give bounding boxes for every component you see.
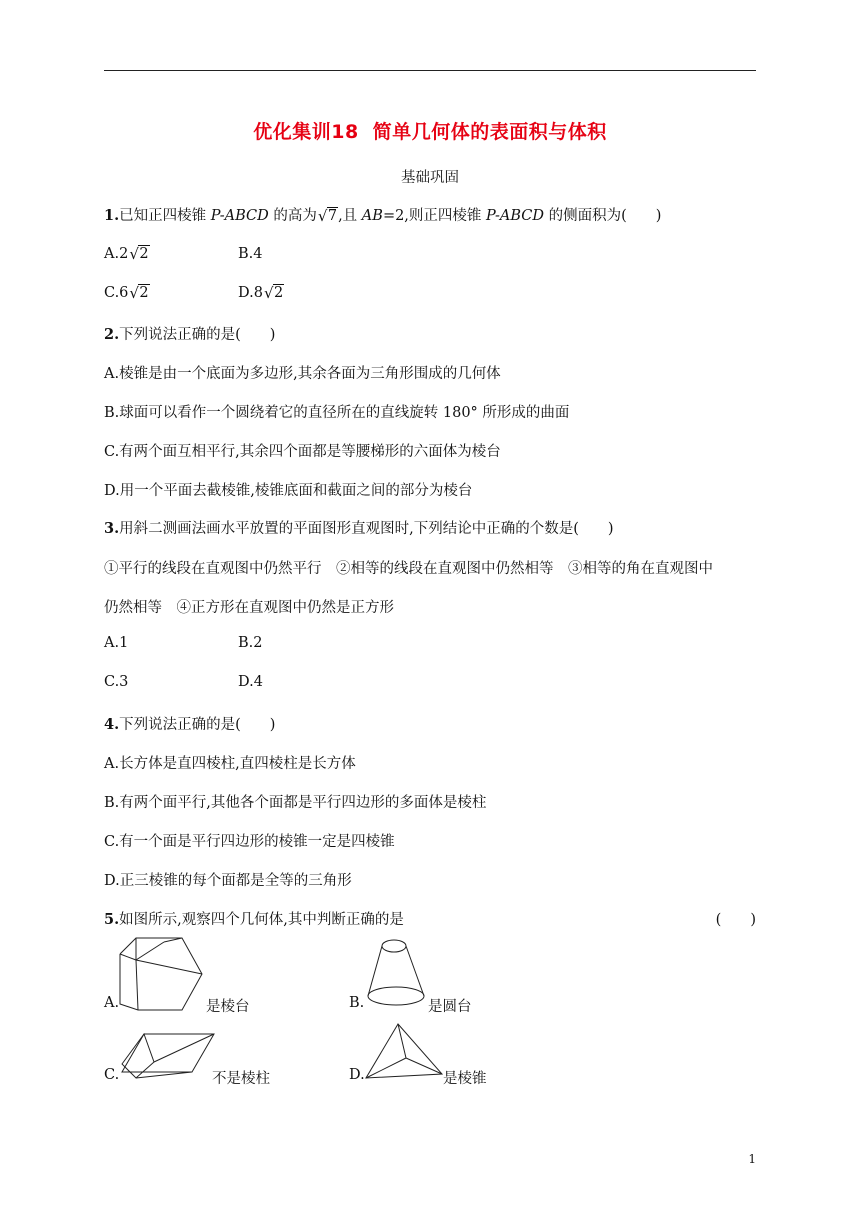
q1-option-a-radicand: 2 bbox=[139, 246, 149, 262]
q1-pyramid-1: P-ABCD bbox=[210, 208, 269, 224]
title-part2: 简单几何体的表面积与体积 bbox=[372, 121, 607, 143]
q1-option-c-sqrt bbox=[129, 285, 149, 301]
q5-figure-a bbox=[116, 934, 206, 1014]
q5-option-d-label: D. bbox=[349, 1067, 365, 1083]
q4-option-d: D.正三棱锥的每个面都是全等的三角形 bbox=[104, 873, 352, 889]
q1-text-c: ,且 bbox=[338, 208, 362, 224]
q1-option-c-prefix: C.6 bbox=[104, 285, 129, 301]
q1-options-row2 bbox=[104, 285, 504, 301]
q1-option-d bbox=[238, 285, 284, 301]
q5-stem-text: 如图所示,观察四个几何体,其中判断正确的是 bbox=[119, 912, 404, 928]
q3-number: 3. bbox=[104, 520, 120, 537]
q1-option-a-sqrt bbox=[129, 246, 149, 262]
q1-text-b: 的高为 bbox=[268, 208, 317, 224]
q1-segment-ab: AB bbox=[361, 208, 383, 224]
q2-number: 2. bbox=[104, 326, 120, 343]
q5-option-b-label: B. bbox=[349, 995, 365, 1011]
q3-options-row1 bbox=[104, 635, 504, 651]
q1-option-a bbox=[104, 246, 150, 262]
q3-option-a: A.1 bbox=[104, 635, 129, 651]
q5-option-d-text: 是棱锥 bbox=[443, 1071, 487, 1087]
q1-option-a-prefix: A.2 bbox=[104, 246, 129, 262]
q5-number: 5. bbox=[104, 911, 120, 928]
q1-stem bbox=[104, 204, 661, 225]
q4-option-c: C.有一个面是平行四边形的棱锥一定是四棱锥 bbox=[104, 834, 395, 850]
q1-option-d-sqrt bbox=[264, 285, 284, 301]
q5-option-a-text: 是棱台 bbox=[206, 999, 250, 1015]
q5-figure-d bbox=[362, 1020, 446, 1082]
q1-text-a: 已知正四棱锥 bbox=[119, 208, 211, 224]
q2-option-c: C.有两个面互相平行,其余四个面都是等腰梯形的六面体为棱台 bbox=[104, 444, 501, 460]
q2-option-d: D.用一个平面去截棱锥,棱锥底面和截面之间的部分为棱台 bbox=[104, 483, 473, 499]
q5-figure-b bbox=[364, 936, 430, 1010]
q5-stem bbox=[104, 908, 404, 929]
q4-stem bbox=[104, 713, 275, 734]
q1-number: 1. bbox=[104, 207, 120, 224]
q4-number: 4. bbox=[104, 716, 120, 733]
q2-stem bbox=[104, 323, 275, 344]
q3-stem-text: 用斜二测画法画水平放置的平面图形直观图时,下列结论中正确的个数是( ) bbox=[119, 521, 614, 537]
q5-option-b-text: 是圆台 bbox=[428, 999, 472, 1015]
q1-option-b: B.4 bbox=[238, 246, 263, 262]
q2-option-a: A.棱锥是由一个底面为多边形,其余各面为三角形围成的几何体 bbox=[104, 366, 501, 382]
q2-option-b: B.球面可以看作一个圆绕着它的直径所在的直线旋转 180° 所形成的曲面 bbox=[104, 405, 570, 421]
q3-option-c: C.3 bbox=[104, 674, 129, 690]
q4-option-b: B.有两个面平行,其他各个面都是平行四边形的多面体是棱柱 bbox=[104, 795, 487, 811]
q1-options-row1 bbox=[104, 246, 504, 262]
q5-answer-paren: ( ) bbox=[715, 912, 756, 928]
page-title bbox=[0, 117, 860, 144]
q1-text-e: 的侧面积为( ) bbox=[544, 208, 662, 224]
q3-options-row2 bbox=[104, 674, 504, 690]
q1-radicand-7: 7 bbox=[327, 208, 338, 224]
q3-option-b: B.2 bbox=[238, 635, 263, 651]
q5-figure-c bbox=[116, 1030, 216, 1082]
q3-option-d: D.4 bbox=[238, 674, 263, 690]
q5-option-c-label: C. bbox=[104, 1067, 120, 1083]
q1-option-d-prefix: D.8 bbox=[238, 285, 263, 301]
q3-statements-line2: 仍然相等 ④正方形在直观图中仍然是正方形 bbox=[104, 600, 394, 616]
section-heading: 基础巩固 bbox=[401, 170, 459, 186]
q5-option-a-label: A. bbox=[104, 995, 120, 1011]
page-number: 1 bbox=[748, 1152, 756, 1166]
q4-stem-text: 下列说法正确的是( ) bbox=[119, 717, 276, 733]
q1-option-d-radicand: 2 bbox=[273, 285, 284, 301]
q1-option-c bbox=[104, 285, 150, 301]
q1-sqrt-7 bbox=[318, 208, 338, 224]
q3-statements-line1: ①平行的线段在直观图中仍然平行 ②相等的线段在直观图中仍然相等 ③相等的角在直观图中 bbox=[104, 561, 713, 577]
q1-pyramid-2: P-ABCD bbox=[486, 208, 545, 224]
q3-stem bbox=[104, 517, 614, 538]
q1-option-c-radicand: 2 bbox=[139, 285, 149, 301]
title-part1: 优化集训18 bbox=[253, 121, 359, 143]
q2-stem-text: 下列说法正确的是( ) bbox=[119, 327, 276, 343]
q5-option-c-text: 不是棱柱 bbox=[212, 1071, 270, 1087]
header-rule bbox=[104, 70, 756, 71]
q1-text-d: =2,则正四棱锥 bbox=[382, 208, 487, 224]
fig-a-outline bbox=[120, 938, 202, 1010]
q4-option-a: A.长方体是直四棱柱,直四棱柱是长方体 bbox=[104, 756, 356, 772]
